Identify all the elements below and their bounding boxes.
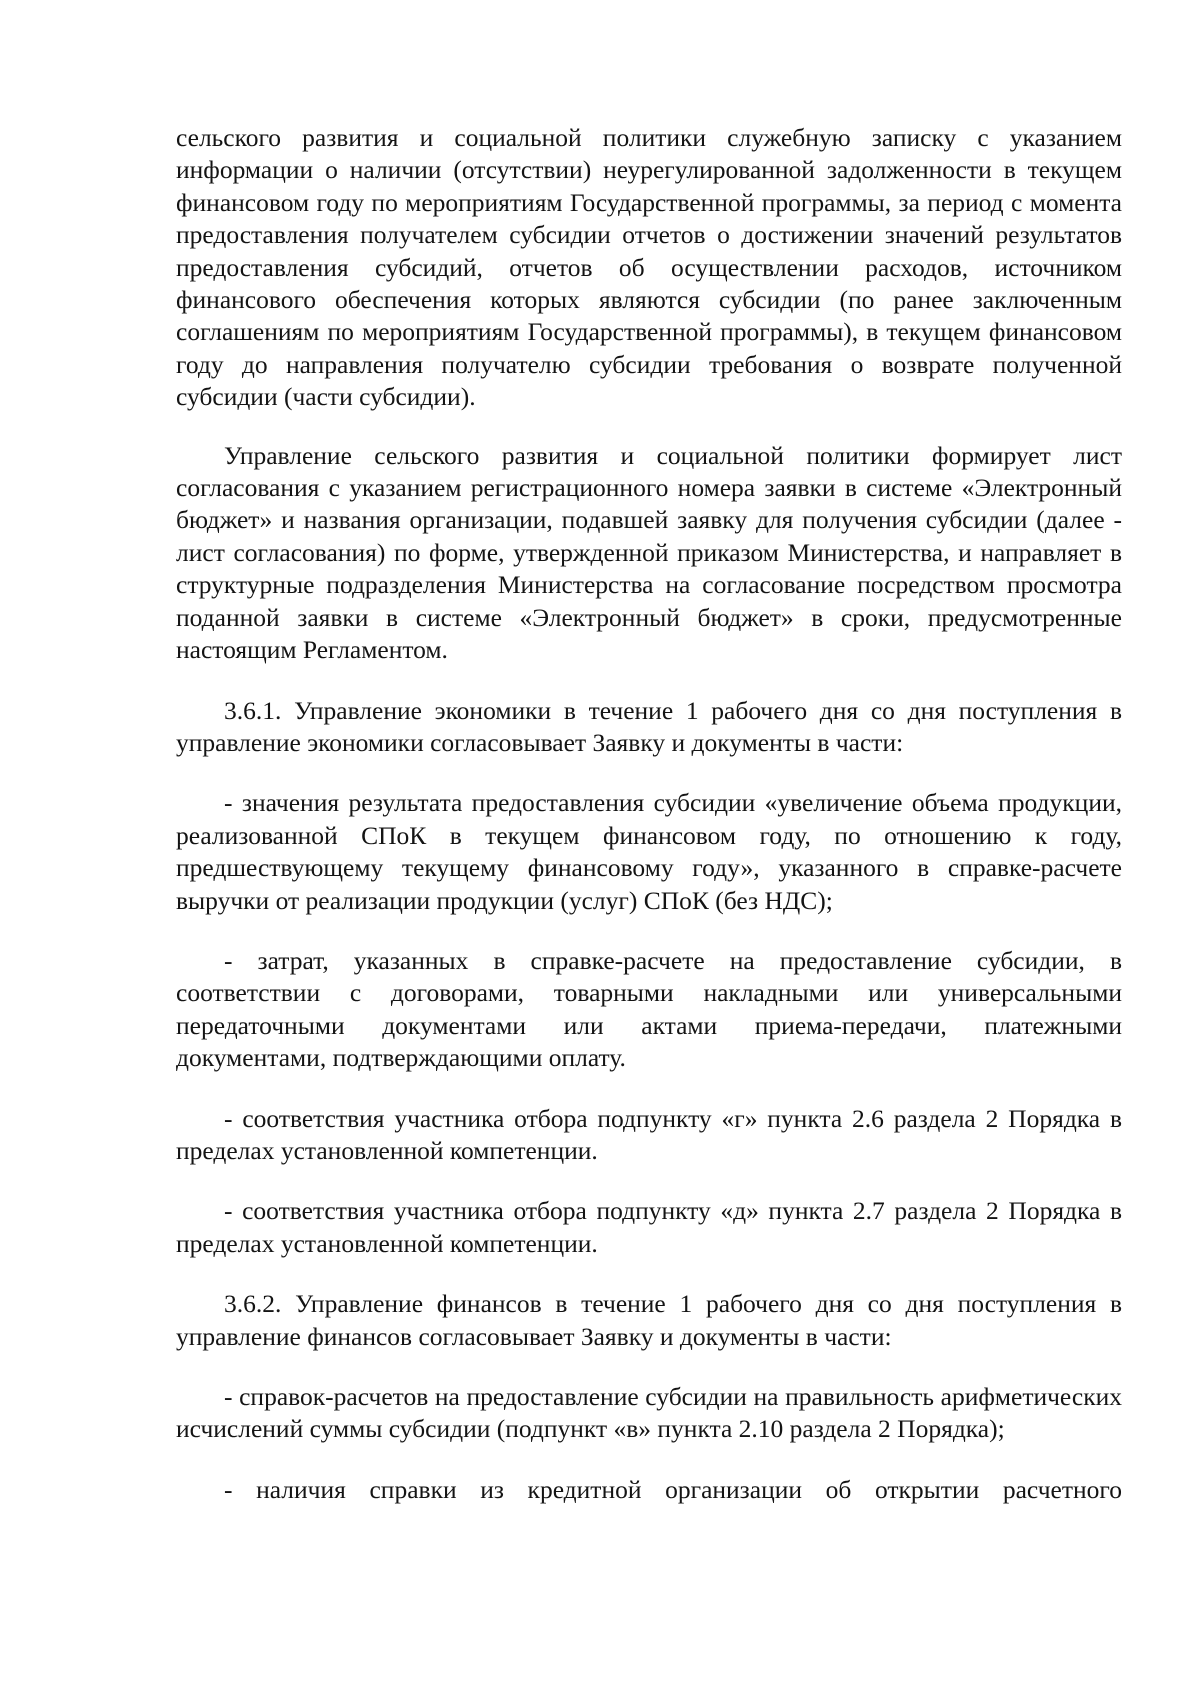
list-item-subparagraph-g: - соответствия участника отбора подпункту «г» пункта 2.6 раздела 2 Порядка в пределах установленной компетенции. [176, 1103, 1122, 1165]
list-item-result-value: - значения результата предоставления субсидии «увеличение объема продукции, реализованной СПоК в текущем финансовом году, по отношению к году, предшествующему текущему финансовому году», указанного в справке-расчете выручки от реализации продукции (услуг) СПоК (без НДС); [176, 788, 1122, 915]
list-item-subparagraph-d: - соответствия участника отбора подпункту «д» пункта 2.7 раздела 2 Порядка в пределах установленной компетенции. [176, 1196, 1122, 1258]
paragraph-3-6-1: 3.6.1. Управление экономики в течение 1 рабочего дня со дня поступления в управление экономики согласовывает Заявку и документы в части: [176, 695, 1122, 757]
list-item-costs: - затрат, указанных в справке-расчете на предоставление субсидии, в соответствии с договорами, товарными накладными или универсальными передаточными документами или актами приема-передачи, платежными документами, подтверждающими оплату. [176, 945, 1122, 1073]
paragraph-continuation: сельского развития и социальной политики служебную записку с указанием информации о наличии (отсутствии) неурегулированной задолженности в текущем финансовом году по мероприятиям Государственной программы, за период с момента предоставления получателем субсидии отчетов о достижении значений результатов предоставления субсидий, отчетов об осуществлении расходов, источником финансового обеспечения которых являются субсидии (по ранее заключенным соглашениям по мероприятиям Государственной программы), в текущем финансовом году до направления получателю субсидии требования о возврате полученной субсидии (части субсидии). [176, 123, 1122, 412]
paragraph-3-6-2: 3.6.2. Управление финансов в течение 1 рабочего дня со дня поступления в управление финансов согласовывает Заявку и документы в части: [176, 1289, 1122, 1351]
list-item-bank-certificate: - наличия справки из кредитной организации об открытии расчетного [224, 1474, 1122, 1504]
list-item-calculations: - справок-расчетов на предоставление субсидии на правильность арифметических исчислений суммы субсидии (подпункт «в» пункта 2.10 раздела 2 Порядка); [176, 1382, 1122, 1444]
paragraph-approval-sheet: Управление сельского развития и социальной политики формирует лист согласования с указанием регистрационного номера заявки в системе «Электронный бюджет» и названия организации, подавшей заявку для получения субсидии (далее - лист согласования) по форме, утвержденной приказом Министерства, и направляет в структурные подразделения Министерства на согласование посредством просмотра поданной заявки в системе «Электронный бюджет» в сроки, предусмотренные настоящим Регламентом. [176, 440, 1122, 665]
